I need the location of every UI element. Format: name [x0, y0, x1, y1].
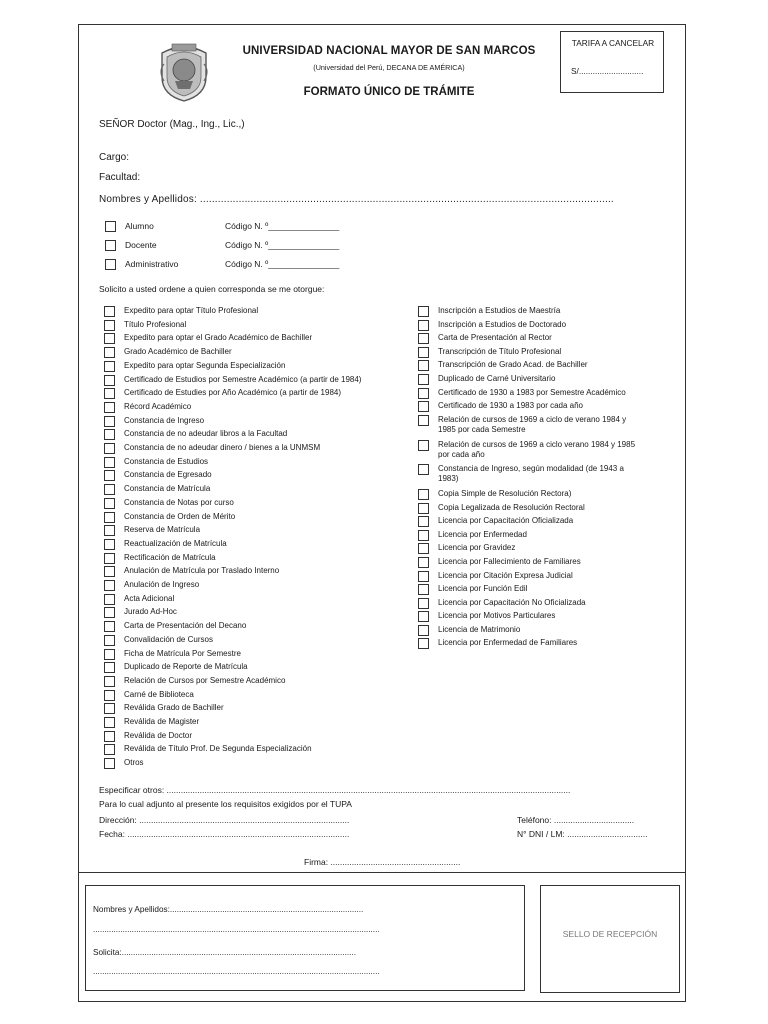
stamp-label: SELLO DE RECEPCIÓN [562, 929, 658, 939]
checkbox[interactable] [104, 484, 115, 495]
receipt-line-1[interactable]: .............................................................................................................................. [93, 925, 380, 934]
option-label: Certificado de 1930 a 1983 por Semestre Académico [438, 388, 626, 397]
checkbox[interactable] [418, 611, 429, 622]
left-option[interactable] [104, 320, 186, 331]
option-label: Relación de cursos de 1969 a ciclo verano 1984 y 1985 por cada año [438, 440, 636, 459]
option-label: Licencia por Función Edil [438, 584, 528, 593]
role-label: Administrativo [125, 259, 179, 269]
checkbox[interactable] [104, 416, 115, 427]
greeting: SEÑOR Doctor (Mag., Ing., Lic.,) [99, 119, 245, 130]
nombres-field[interactable]: Nombres y Apellidos: ........................................................................................................................................... [99, 194, 614, 205]
checkbox[interactable] [104, 594, 115, 605]
option-label: Copia Simple de Resolución Rectora) [438, 489, 572, 498]
code-field[interactable]: Código N. º_______________ [225, 221, 340, 231]
left-option[interactable] [104, 607, 177, 618]
left-option[interactable] [104, 388, 341, 399]
option-label: Constancia de Orden de Mérito [124, 512, 236, 521]
checkbox[interactable] [104, 388, 115, 399]
checkbox[interactable] [418, 333, 429, 344]
checkbox[interactable] [418, 530, 429, 541]
option-label: Anulación de Matrícula por Traslado Interno [124, 566, 280, 575]
left-option[interactable] [104, 635, 213, 646]
right-option[interactable] [418, 374, 638, 385]
option-label: Ficha de Matrícula Por Semestre [124, 649, 241, 658]
checkbox[interactable] [418, 415, 429, 426]
checkbox[interactable] [104, 649, 115, 660]
option-label: Certificado de Estudies por Año Académico (a partir de 1984) [124, 388, 342, 397]
request-intro: Solicito a usted ordene a quien corresponda se me otorgue: [99, 284, 325, 294]
especificar-otros-field[interactable]: Especificar otros: ........................................................................................................................................................................... [99, 785, 571, 795]
left-option[interactable] [104, 361, 285, 372]
option-label: Licencia por Capacitación Oficializada [438, 516, 574, 525]
left-option[interactable] [104, 621, 246, 632]
left-option[interactable] [104, 429, 287, 440]
checkbox[interactable] [418, 374, 429, 385]
right-option[interactable] [418, 530, 638, 541]
checkbox[interactable] [104, 525, 115, 536]
checkbox[interactable] [104, 375, 115, 386]
option-label: Récord Académico [124, 402, 192, 411]
left-option[interactable] [104, 375, 361, 386]
left-option[interactable] [104, 649, 241, 660]
option-label: Inscripción a Estudios de Doctorado [438, 320, 567, 329]
tarifa-amount-field[interactable]: S/............................ [571, 66, 644, 76]
left-option[interactable] [104, 525, 200, 536]
option-label: Reválida de Doctor [124, 731, 193, 740]
direccion-field[interactable]: Dirección: ......................................................................................... [99, 815, 350, 825]
option-label: Rectificación de Matrícula [124, 553, 216, 562]
left-option[interactable] [104, 676, 285, 687]
option-label: Constancia de no adeudar libros a la Facultad [124, 429, 288, 438]
checkbox[interactable] [418, 557, 429, 568]
university-name: UNIVERSIDAD NACIONAL MAYOR DE SAN MARCOS [242, 45, 536, 57]
option-label: Relación de cursos de 1969 a ciclo de verano 1984 y 1985 por cada Semestre [438, 415, 627, 434]
option-label: Anulación de Ingreso [124, 580, 200, 589]
checkbox[interactable] [104, 676, 115, 687]
checkbox[interactable] [418, 503, 429, 514]
role-alumno[interactable] [105, 221, 339, 232]
right-option[interactable] [418, 557, 638, 568]
stamp-box [540, 885, 680, 993]
right-option[interactable] [418, 584, 638, 595]
checkbox[interactable] [104, 306, 115, 317]
checkbox[interactable] [104, 429, 115, 440]
option-label: Licencia por Motivos Particulares [438, 611, 556, 620]
left-option[interactable] [104, 703, 224, 714]
option-label: Relación de Cursos por Semestre Académico [124, 676, 286, 685]
left-option[interactable] [104, 662, 248, 673]
checkbox[interactable] [418, 516, 429, 527]
option-label: Otros [124, 758, 144, 767]
option-label: Convalidación de Cursos [124, 635, 213, 644]
left-option[interactable] [104, 539, 227, 550]
checkbox[interactable] [104, 703, 115, 714]
left-option[interactable] [104, 416, 204, 427]
option-label: Licencia por Enfermedad de Familiares [438, 638, 578, 647]
university-seal-icon [150, 37, 218, 105]
option-label: Jurado Ad-Hoc [124, 607, 177, 616]
checkbox[interactable] [418, 625, 429, 636]
option-label: Transcripción de Grado Acad. de Bachiller [438, 360, 588, 369]
left-option[interactable] [104, 553, 216, 564]
option-label: Expedito para optar Título Profesional [124, 306, 259, 315]
right-option[interactable] [418, 440, 638, 460]
option-label: Reactualización de Matrícula [124, 539, 227, 548]
left-options-list [104, 306, 404, 771]
option-label: Constancia de no adeudar dinero / bienes a la UNMSM [124, 443, 321, 452]
checkbox[interactable] [418, 360, 429, 371]
checkbox[interactable] [418, 347, 429, 358]
option-label: Reserva de Matrícula [124, 525, 201, 534]
left-option[interactable] [104, 402, 191, 413]
role-administrativo[interactable] [105, 259, 339, 270]
university-subtitle: (Universidad del Perú, DECANA DE AMÉRICA) [313, 63, 465, 72]
checkbox[interactable] [418, 440, 429, 451]
left-option[interactable] [104, 470, 212, 481]
checkbox[interactable] [418, 489, 429, 500]
checkbox[interactable] [104, 457, 115, 468]
firma-field[interactable]: Firma: ....................................................... [304, 857, 461, 867]
left-option[interactable] [104, 690, 194, 701]
option-label: Título Profesional [124, 320, 187, 329]
receipt-nombres-field[interactable]: Nombres y Apellidos:..................................................................................... [93, 905, 364, 914]
facultad-field[interactable]: Facultad: [99, 172, 141, 183]
right-option[interactable] [418, 503, 638, 514]
receipt-solicita-field[interactable]: Solicita:....................................................................................................... [93, 948, 356, 957]
checkbox[interactable] [418, 320, 429, 331]
option-label: Carta de Presentación del Decano [124, 621, 247, 630]
left-option[interactable] [104, 758, 144, 769]
right-option[interactable] [418, 306, 638, 317]
checkbox[interactable] [105, 240, 116, 251]
checkbox[interactable] [418, 388, 429, 399]
left-option[interactable] [104, 457, 208, 468]
receipt-line-2[interactable]: .............................................................................................................................. [93, 967, 380, 976]
left-option[interactable] [104, 566, 279, 577]
checkbox[interactable] [104, 690, 115, 701]
option-label: Licencia por Gravidez [438, 543, 516, 552]
option-label: Constancia de Matrícula [124, 484, 211, 493]
checkbox[interactable] [104, 512, 115, 523]
checkbox[interactable] [104, 498, 115, 509]
right-option[interactable] [418, 388, 638, 399]
option-label: Constancia de Ingreso, según modalidad (de 1943 a 1983) [438, 464, 624, 483]
right-options-list [418, 306, 648, 656]
right-option[interactable] [418, 638, 638, 649]
right-option[interactable] [418, 598, 638, 609]
right-option[interactable] [418, 415, 638, 435]
option-label: Expedito para optar Segunda Especialización [124, 361, 286, 370]
option-label: Expedito para optar el Grado Académico de Bachiller [124, 333, 313, 342]
role-docente[interactable] [105, 240, 339, 251]
checkbox[interactable] [418, 584, 429, 595]
checkbox[interactable] [104, 361, 115, 372]
tarifa-title: TARIFA A CANCELAR [571, 38, 655, 48]
option-label: Constancia de Notas por curso [124, 498, 234, 507]
option-label: Transcripción de Título Profesional [438, 347, 562, 356]
telefono-field[interactable]: Teléfono: .................................. [517, 815, 635, 825]
checkbox[interactable] [104, 607, 115, 618]
checkbox[interactable] [418, 598, 429, 609]
left-option[interactable] [104, 594, 174, 605]
option-label: Licencia por Fallecimiento de Familiares [438, 557, 581, 566]
checkbox[interactable] [104, 758, 115, 769]
left-option[interactable] [104, 306, 258, 317]
receipt-divider [78, 872, 686, 873]
checkbox[interactable] [418, 306, 429, 317]
option-label: Licencia por Citación Expresa Judicial [438, 571, 573, 580]
checkbox[interactable] [104, 539, 115, 550]
option-label: Constancia de Ingreso [124, 416, 205, 425]
checkbox[interactable] [418, 571, 429, 582]
code-field[interactable]: Código N. º_______________ [225, 240, 340, 250]
checkbox[interactable] [104, 717, 115, 728]
option-label: Duplicado de Reporte de Matrícula [124, 662, 248, 671]
option-label: Certificado de 1930 a 1983 por cada año [438, 401, 583, 410]
left-option[interactable] [104, 512, 235, 523]
role-label: Docente [125, 240, 157, 250]
left-option[interactable] [104, 731, 192, 742]
right-option[interactable] [418, 543, 638, 554]
checkbox[interactable] [104, 580, 115, 591]
checkbox[interactable] [104, 731, 115, 742]
option-label: Licencia de Matrimonio [438, 625, 521, 634]
left-option[interactable] [104, 347, 232, 358]
option-label: Licencia por Capacitación No Oficializada [438, 598, 586, 607]
checkbox[interactable] [104, 566, 115, 577]
option-label: Licencia por Enfermedad [438, 530, 527, 539]
checkbox[interactable] [104, 347, 115, 358]
option-label: Grado Académico de Bachiller [124, 347, 232, 356]
option-label: Carné de Biblioteca [124, 690, 194, 699]
right-option[interactable] [418, 464, 638, 484]
option-label: Certificado de Estudios por Semestre Académico (a partir de 1984) [124, 375, 362, 384]
checkbox[interactable] [104, 553, 115, 564]
checkbox[interactable] [104, 662, 115, 673]
right-option[interactable] [418, 489, 638, 500]
left-option[interactable] [104, 717, 199, 728]
right-option[interactable] [418, 611, 638, 622]
checkbox[interactable] [418, 638, 429, 649]
left-option[interactable] [104, 498, 234, 509]
option-label: Duplicado de Carné Universitario [438, 374, 556, 383]
option-label: Inscripción a Estudios de Maestría [438, 306, 561, 315]
checkbox[interactable] [104, 621, 115, 632]
left-option[interactable] [104, 443, 320, 454]
dni-field[interactable]: N° DNI / LM: .................................. [517, 829, 648, 839]
option-label: Constancia de Estudios [124, 457, 209, 466]
form-title: FORMATO ÚNICO DE TRÁMITE [303, 86, 475, 98]
right-option[interactable] [418, 333, 638, 344]
option-label: Copia Legalizada de Resolución Rectoral [438, 503, 585, 512]
checkbox[interactable] [104, 402, 115, 413]
checkbox[interactable] [104, 470, 115, 481]
left-option[interactable] [104, 580, 199, 591]
right-option[interactable] [418, 320, 638, 331]
option-label: Constancia de Egresado [124, 470, 212, 479]
adjunto-text: Para lo cual adjunto al presente los requisitos exigidos por el TUPA [99, 799, 352, 809]
left-option[interactable] [104, 744, 312, 755]
checkbox[interactable] [104, 744, 115, 755]
checkbox[interactable] [418, 464, 429, 475]
right-option[interactable] [418, 401, 638, 412]
checkbox[interactable] [104, 635, 115, 646]
checkbox[interactable] [104, 333, 115, 344]
code-field[interactable]: Código N. º_______________ [225, 259, 340, 269]
option-label: Reválida de Magister [124, 717, 200, 726]
left-option[interactable] [104, 333, 312, 344]
checkbox[interactable] [418, 401, 429, 412]
fecha-field[interactable]: Fecha: .............................................................................................. [99, 829, 350, 839]
right-option[interactable] [418, 625, 638, 636]
cargo-field[interactable]: Cargo: [99, 152, 130, 163]
option-label: Acta Adicional [124, 594, 175, 603]
checkbox[interactable] [105, 259, 116, 270]
checkbox[interactable] [104, 320, 115, 331]
checkbox[interactable] [418, 543, 429, 554]
right-option[interactable] [418, 571, 638, 582]
right-option[interactable] [418, 347, 638, 358]
role-label: Alumno [125, 221, 154, 231]
checkbox[interactable] [105, 221, 116, 232]
role-options [105, 221, 405, 281]
option-label: Reválida de Título Prof. De Segunda Especialización [124, 744, 312, 753]
left-option[interactable] [104, 484, 210, 495]
right-option[interactable] [418, 360, 638, 371]
option-label: Reválida Grado de Bachiller [124, 703, 224, 712]
checkbox[interactable] [104, 443, 115, 454]
right-option[interactable] [418, 516, 638, 527]
option-label: Carta de Presentación al Rector [438, 333, 552, 342]
